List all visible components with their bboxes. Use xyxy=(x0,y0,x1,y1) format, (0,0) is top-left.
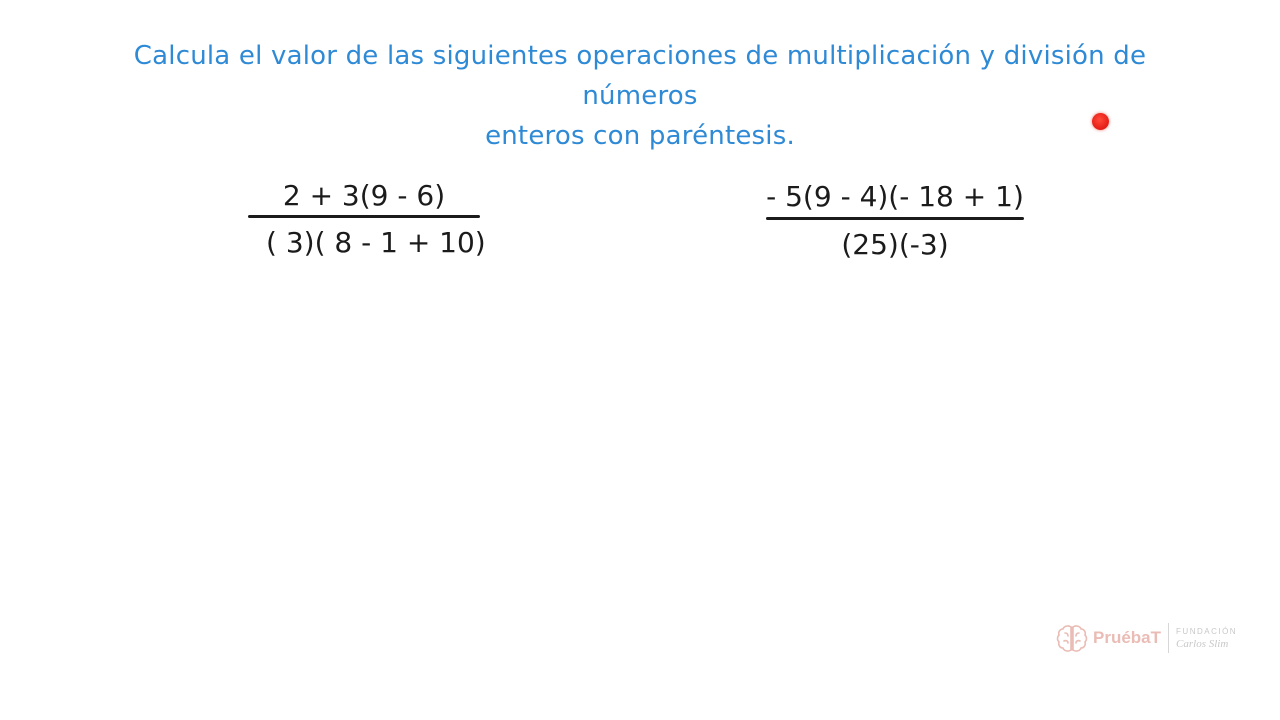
foundation-name: Carlos Slim xyxy=(1176,638,1229,650)
foundation-label: FUNDACIÓN xyxy=(1176,627,1238,636)
fraction-denominator: (25)(-3) xyxy=(841,228,949,261)
fraction-numerator: - 5(9 - 4)(- 18 + 1) xyxy=(766,180,1024,213)
instruction-text xyxy=(80,36,1200,156)
fraction-denominator: ( 3)( 8 - 1 + 10) xyxy=(266,226,486,259)
brain-icon xyxy=(1056,622,1088,654)
instruction-line-1: Calcula el valor de las siguientes operaciones de multiplicación y división de números xyxy=(133,41,1147,111)
laser-pointer-dot xyxy=(1092,113,1109,130)
brand-name: PruébaT xyxy=(1093,628,1162,647)
instruction-line-2: enteros con paréntesis. xyxy=(485,121,795,151)
foundation-mark xyxy=(1176,626,1237,650)
pruebat-logo xyxy=(1056,620,1252,656)
fraction-numerator: 2 + 3(9 - 6) xyxy=(282,179,446,212)
fraction-bar xyxy=(248,215,480,218)
logo-divider xyxy=(1168,623,1169,653)
fraction-bar xyxy=(766,217,1024,220)
fraction-exercise-2 xyxy=(766,178,1024,268)
fraction-exercise-1 xyxy=(248,176,486,266)
